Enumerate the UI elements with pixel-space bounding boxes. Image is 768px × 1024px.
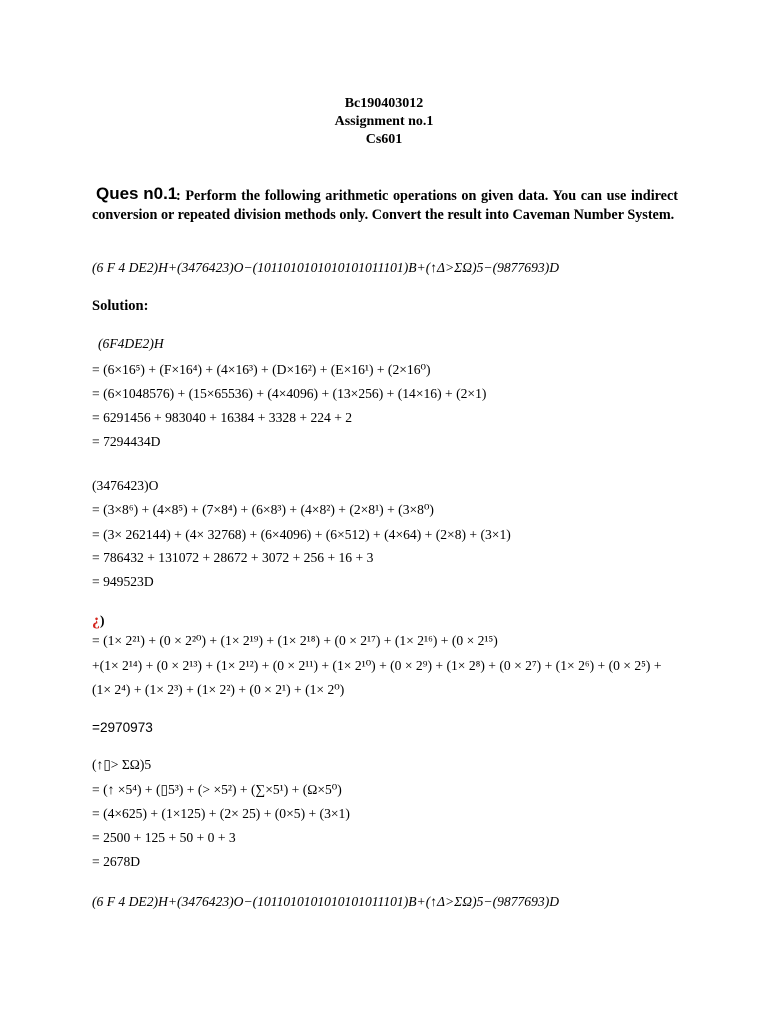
hex-line-1: = (6×16⁵) + (F×16⁴) + (4×16³) + (D×16²) + (E×16¹) + (2×16⁰): [92, 362, 431, 377]
expression-text: (6 F 4 DE2)H+(3476423)O−(1011010101010101011101)B+(↑Δ>ΣΩ)5−(9877693)D: [92, 260, 560, 275]
oct-head: (3476423)O: [92, 478, 159, 493]
expression: [92, 260, 559, 276]
bin-mark: ¿: [92, 612, 100, 629]
base5-line-4: = 2678D: [92, 854, 141, 869]
bin-line-3: (1× 2⁴) + (1× 2³) + (1× 2²) + (0 × 2¹) + (1× 2⁰): [92, 682, 345, 697]
student-id: Bc190403012: [344, 96, 424, 111]
base5-head: (↑▯> ΣΩ)5: [92, 757, 152, 772]
hex-line-3: = 6291456 + 983040 + 16384 + 3328 + 224 + 2: [92, 410, 353, 425]
bin-line-1: = (1× 2²¹) + (0 × 2²⁰) + (1× 2¹⁹) + (1× 2¹⁸) + (0 × 2¹⁷) + (1× 2¹⁶) + (0 × 2¹⁵): [92, 633, 498, 648]
base5-line-1: = (↑ ×5⁴) + (▯5³) + (> ×5²) + (∑×5¹) + (Ω×5⁰): [92, 782, 342, 797]
assignment-title: Assignment no.1: [334, 114, 434, 129]
solution-label: Solution:: [92, 298, 149, 314]
oct-line-4: = 949523D: [92, 574, 154, 589]
base5-line-3: = 2500 + 125 + 50 + 0 + 3: [92, 830, 236, 845]
hex-line-4: = 7294434D: [92, 434, 161, 449]
base5-line-2: = (4×625) + (1×125) + (2× 25) + (0×5) + (3×1): [92, 806, 350, 821]
bin-paren: ): [100, 613, 105, 628]
oct-line-1: = (3×8⁶) + (4×8⁵) + (7×8⁴) + (6×8³) + (4×8²) + (2×8¹) + (3×8⁰): [92, 502, 434, 517]
bin-result: =2970973: [92, 720, 153, 735]
oct-line-3: = 786432 + 131072 + 28672 + 3072 + 256 + 16 + 3: [92, 550, 374, 565]
question-text: : Perform the following arithmetic operations on given data. You can use indirect conversion or repeated division methods only. Convert the result into Caveman Number System.: [92, 188, 678, 223]
question-title: Ques n0.1: [96, 184, 178, 203]
expression-repeat: (6 F 4 DE2)H+(3476423)O−(1011010101010101011101)B+(↑Δ>ΣΩ)5−(9877693)D: [92, 894, 560, 909]
oct-line-2: = (3× 262144) + (4× 32768) + (6×4096) + (6×512) + (4×64) + (2×8) + (3×1): [92, 527, 511, 542]
hex-head: (6F4DE2)H: [98, 336, 164, 351]
bin-line-2: +(1× 2¹⁴) + (0 × 2¹³) + (1× 2¹²) + (0 × 2¹¹) + (1× 2¹⁰) + (0 × 2⁹) + (1× 2⁸) + (0 × 2⁷) + (1× 2⁶) + (0 × 2⁵) +: [92, 658, 662, 673]
hex-line-2: = (6×1048576) + (15×65536) + (4×4096) + (13×256) + (14×16) + (2×1): [92, 386, 487, 401]
course-code: Cs601: [365, 132, 403, 147]
bin-marker: [92, 612, 105, 630]
